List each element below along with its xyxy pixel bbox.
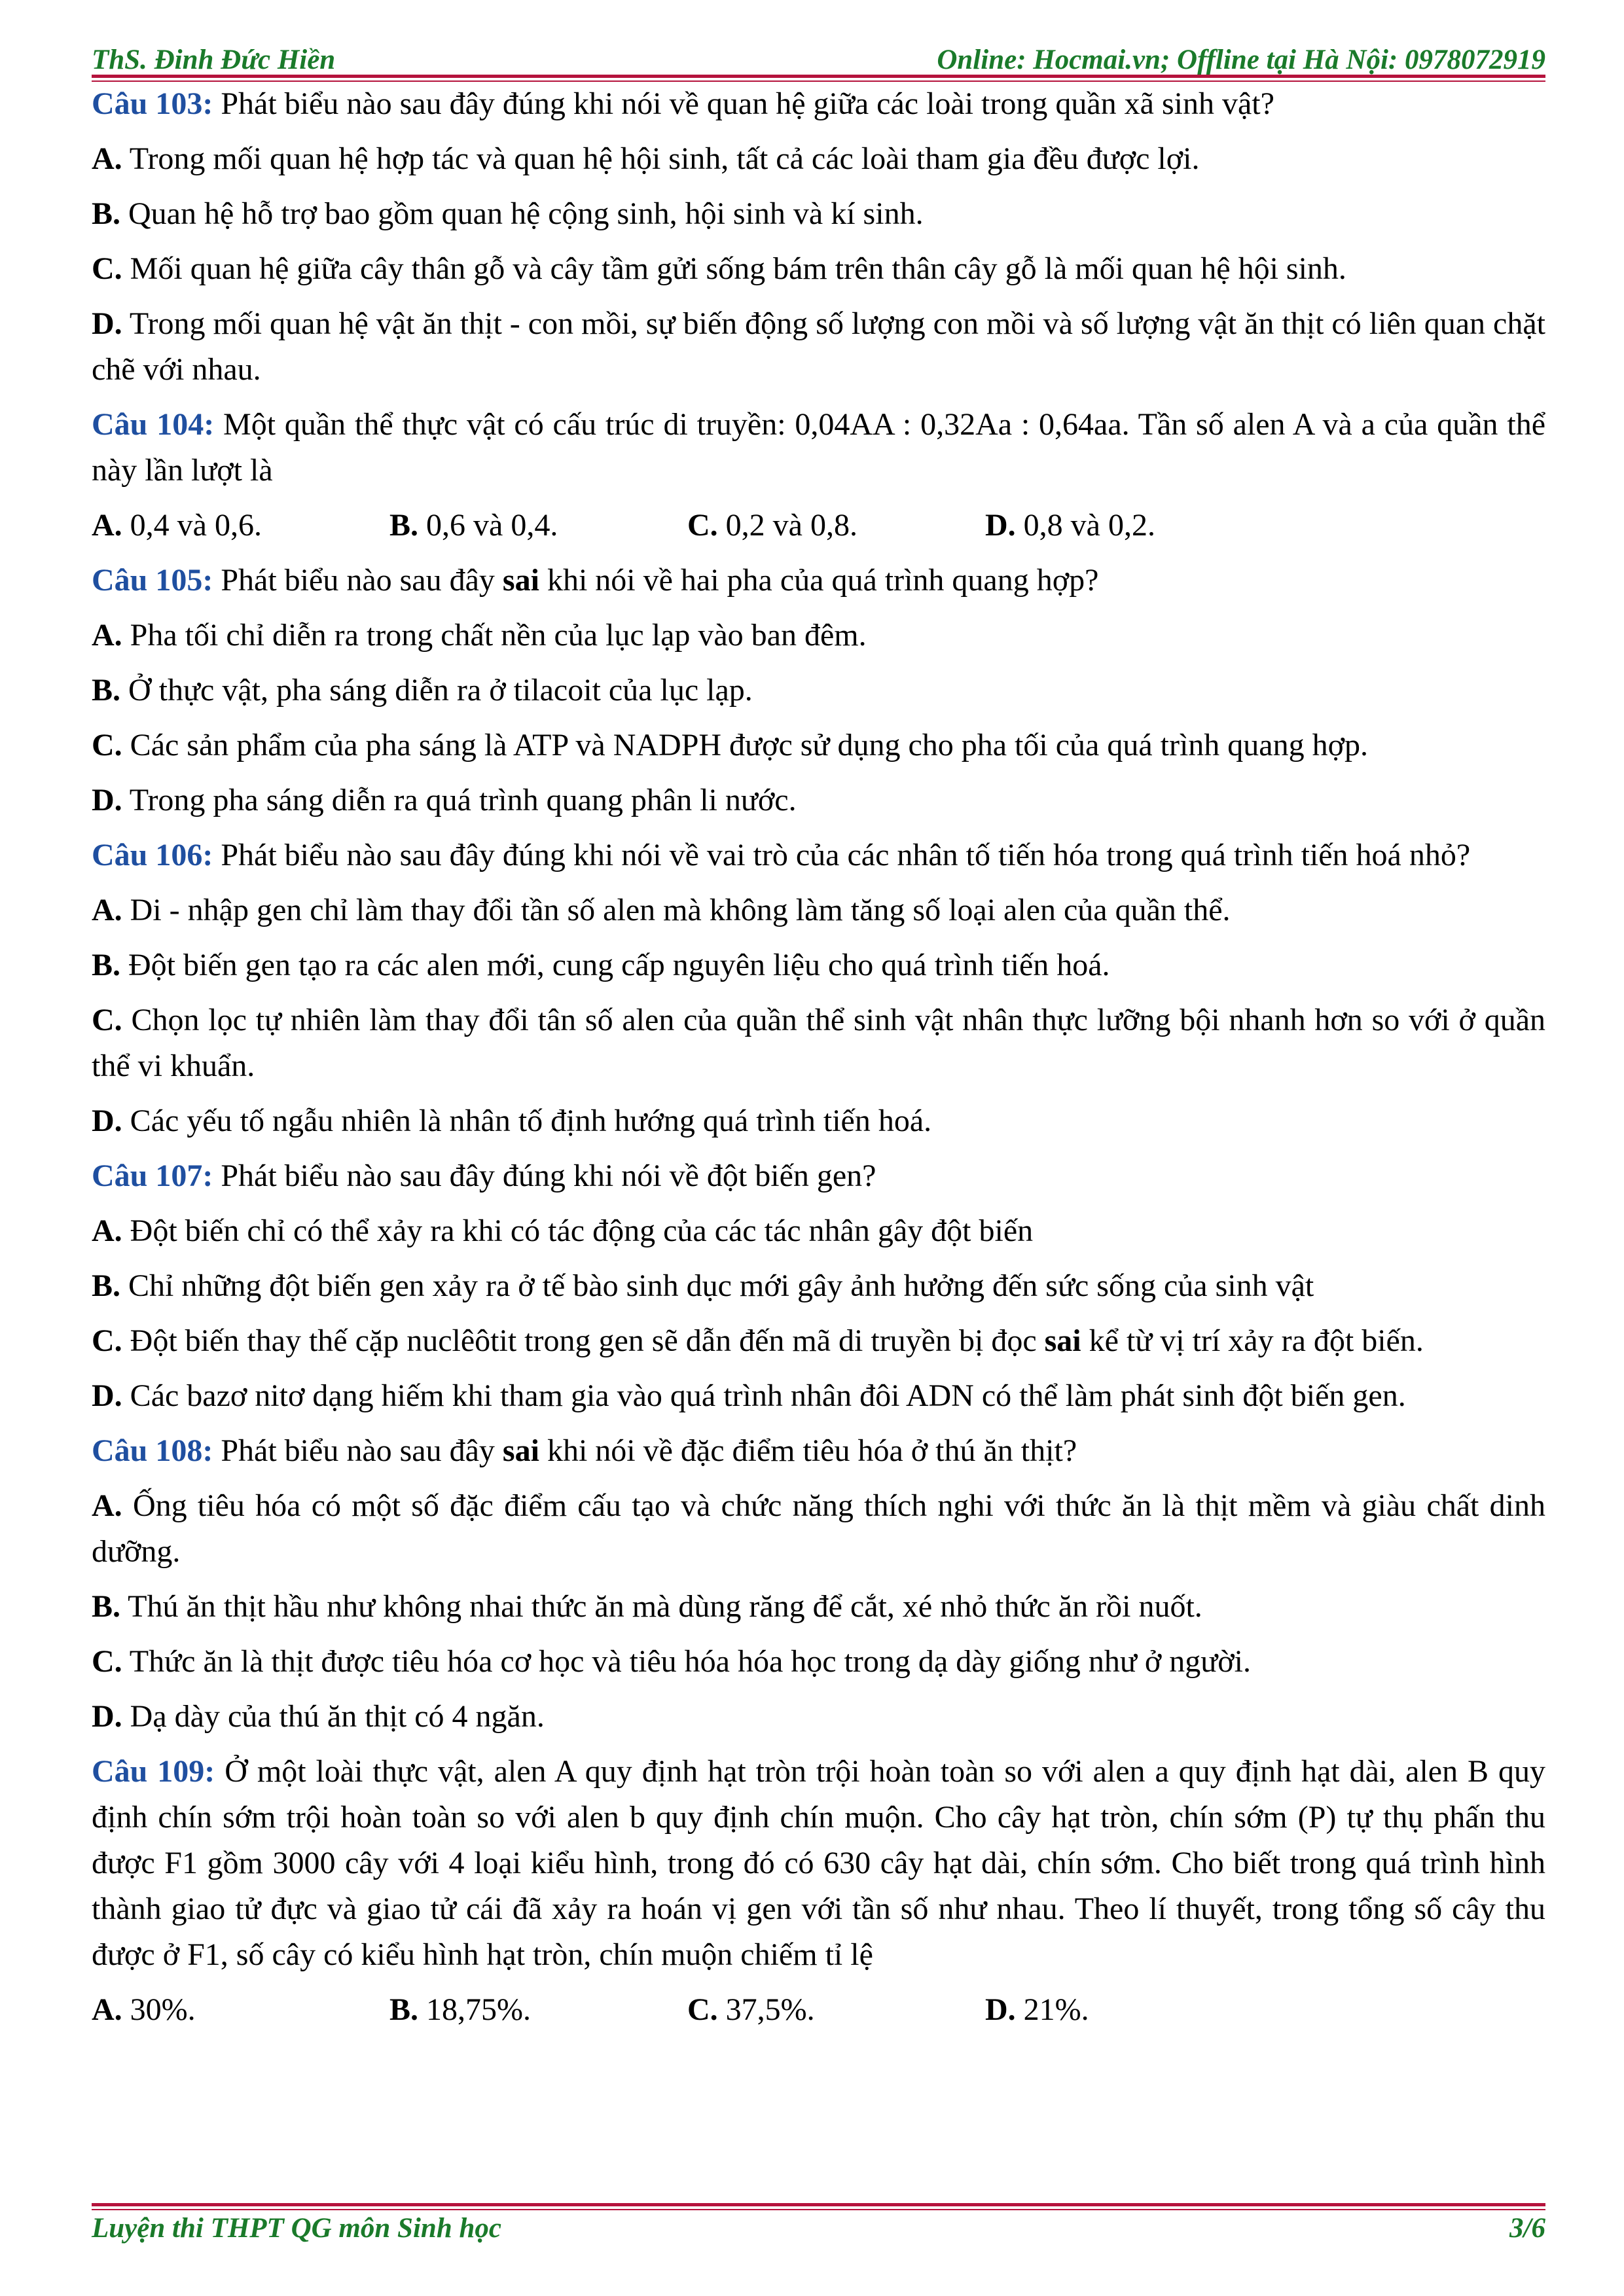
option-d [92,1694,1545,1740]
question-stem: Ở một loài thực vật, alen A quy định hạt tròn trội hoàn toàn so với alen a quy định hạt dài, alen B quy định chín sớm trội hoàn toàn so với alen b quy định chín muộn. Cho cây hạt tròn, chín sớm (P) tự thụ phấn thu được F1 gồm 3000 cây với 4 loại kiểu hình, trong đó có 630 cây hạt dài, chín sớm. Cho biết trong quá trình hình thành giao tử đực và giao tử cái đã xảy ra hoán vị gen với tần số như nhau. Theo lí thuyết, trong tổng số cây thu được ở F1, số cây có kiểu hình hạt tròn, chín muộn chiếm tỉ lệ [92,1754,1546,1972]
option-key: A. [92,1213,122,1248]
option-text: Chỉ những đột biến gen xảy ra ở tế bào sinh dục mới gây ảnh hưởng đến sức sống của sinh vật [120,1268,1314,1303]
question-104 [92,402,1545,493]
option-key: D. [92,783,122,817]
question-number: Câu 107: [92,1158,213,1193]
question-number: Câu 106: [92,838,213,872]
option-text: 21%. [1015,1992,1089,2027]
options-row [92,1987,1545,2033]
emphasis-word: sai [502,1433,539,1468]
option-key: A. [92,1992,122,2027]
option-b [92,942,1545,988]
page-number: 3/6 [1509,2213,1545,2244]
option-key: C. [92,1003,122,1037]
option-key: A. [92,141,122,176]
option-text-cont: kể từ vị trí xảy ra đột biến. [1081,1323,1424,1358]
option-c [92,1318,1545,1364]
option-key: A. [92,508,122,543]
question-stem: Một quần thể thực vật có cấu trúc di truyền: 0,04AA : 0,32Aa : 0,64aa. Tần số alen A và a của quần thể này lần lượt là [92,407,1546,488]
option-text: 0,6 và 0,4. [418,508,558,543]
option-a [92,503,389,548]
option-text: Các bazơ nitơ dạng hiếm khi tham gia vào quá trình nhân đôi ADN có thể làm phát sinh đột biến gen. [122,1378,1406,1413]
option-key: B. [92,948,121,982]
option-key: C. [92,728,122,762]
question-106 [92,833,1545,878]
question-103 [92,81,1545,127]
option-key: D. [92,1699,122,1734]
option-key: C. [92,1323,122,1358]
option-text: 37,5%. [717,1992,815,2027]
options-row [92,503,1545,548]
option-key: B. [92,1589,121,1624]
option-text: Ống tiêu hóa có một số đặc điểm cấu tạo và chức năng thích nghi với thức ăn là thịt mềm và giàu chất dinh dưỡng. [92,1488,1545,1569]
option-text: Trong pha sáng diễn ra quá trình quang phân li nước. [122,783,797,817]
question-105 [92,558,1545,603]
option-key: B. [92,196,121,231]
option-key: B. [92,673,121,708]
option-key: B. [92,1268,121,1303]
question-number: Câu 108: [92,1433,213,1468]
course-name: Luyện thi THPT QG môn Sinh học [92,2213,501,2244]
option-key: A. [92,893,122,927]
question-108 [92,1428,1545,1474]
option-a [92,1987,389,2033]
option-b [92,668,1545,713]
option-b [389,503,687,548]
option-d [92,1373,1545,1419]
question-stem-cont: khi nói về đặc điểm tiêu hóa ở thú ăn thịt? [539,1433,1077,1468]
emphasis-word: sai [1044,1323,1081,1358]
option-text: Thức ăn là thịt được tiêu hóa cơ học và tiêu hóa hóa học trong dạ dày giống như ở người. [122,1644,1251,1679]
option-c [687,503,985,548]
question-107 [92,1153,1545,1199]
option-key: D. [92,1378,122,1413]
emphasis-word: sai [502,563,539,598]
option-d [985,503,1283,548]
option-c [92,997,1545,1089]
question-stem: Phát biểu nào sau đây đúng khi nói về vai trò của các nhân tố tiến hóa trong quá trình tiến hoá nhỏ? [213,838,1471,872]
question-109 [92,1749,1545,1978]
option-c [92,246,1545,292]
author-name: ThS. Đinh Đức Hiền [92,45,336,75]
option-key: D. [92,306,122,341]
option-text: Ở thực vật, pha sáng diễn ra ở tilacoit của lục lạp. [120,673,753,708]
option-key: C. [92,251,122,286]
option-a [92,888,1545,933]
question-number: Câu 103: [92,86,213,121]
question-number: Câu 104: [92,407,215,442]
question-list [92,81,1545,2042]
option-text: Di - nhập gen chỉ làm thay đổi tần số alen mà không làm tăng số loại alen của quần thể. [122,893,1231,927]
option-key: C. [687,508,718,543]
option-text: Trong mối quan hệ vật ăn thịt - con mồi, sự biến động số lượng con mồi và số lượng vật ăn thịt có liên quan chặt chẽ với nhau. [92,306,1545,387]
page-footer [92,2212,1545,2251]
option-text: Trong mối quan hệ hợp tác và quan hệ hội sinh, tất cả các loài tham gia đều được lợi. [122,141,1200,176]
option-text: 30%. [122,1992,196,2027]
option-key: A. [92,618,122,653]
option-text: Các sản phẩm của pha sáng là ATP và NADPH được sử dụng cho pha tối của quá trình quang hợp. [122,728,1368,762]
option-c [92,723,1545,768]
option-b [389,1987,687,2033]
option-text: Mối quan hệ giữa cây thân gỗ và cây tầm gửi sống bám trên thân cây gỗ là mối quan hệ hội sinh. [122,251,1346,286]
option-text: Các yếu tố ngẫu nhiên là nhân tố định hướng quá trình tiến hoá. [122,1103,932,1138]
option-text: 0,2 và 0,8. [717,508,857,543]
option-text: Pha tối chỉ diễn ra trong chất nền của lục lạp vào ban đêm. [122,618,867,653]
question-stem: Phát biểu nào sau đây đúng khi nói về đột biến gen? [213,1158,876,1193]
option-b [92,1263,1545,1309]
option-key: D. [985,1992,1016,2027]
option-text: Đột biến chỉ có thể xảy ra khi có tác động của các tác nhân gây đột biến [122,1213,1034,1248]
option-text: 0,4 và 0,6. [122,508,262,543]
option-key: C. [92,1644,122,1679]
question-stem: Phát biểu nào sau đây đúng khi nói về quan hệ giữa các loài trong quần xã sinh vật? [213,86,1274,121]
option-b [92,191,1545,237]
question-stem: Phát biểu nào sau đây [213,1433,503,1468]
option-key: A. [92,1488,122,1523]
option-text: Đột biến thay thế cặp nuclêôtit trong gen sẽ dẫn đến mã di truyền bị đọc [122,1323,1045,1358]
contact-info: Online: Hocmai.vn; Offline tại Hà Nội: 0978072919 [937,45,1545,75]
option-text: 18,75%. [418,1992,531,2027]
question-number: Câu 105: [92,563,213,598]
option-text: Quan hệ hỗ trợ bao gồm quan hệ cộng sinh, hội sinh và kí sinh. [120,196,924,231]
option-c [92,1639,1545,1685]
option-key: D. [985,508,1016,543]
option-key: D. [92,1103,122,1138]
option-a [92,1208,1545,1254]
option-key: B. [389,1992,419,2027]
option-text: Dạ dày của thú ăn thịt có 4 ngăn. [122,1699,545,1734]
page-header [92,37,1545,76]
option-key: C. [687,1992,718,2027]
option-a [92,613,1545,658]
question-number: Câu 109: [92,1754,215,1789]
option-key: B. [389,508,419,543]
option-text: 0,8 và 0,2. [1015,508,1155,543]
option-d [985,1987,1283,2033]
option-text: Thú ăn thịt hầu như không nhai thức ăn mà dùng răng để cắt, xé nhỏ thức ăn rồi nuốt. [120,1589,1202,1624]
option-b [92,1584,1545,1630]
option-c [687,1987,985,2033]
option-d [92,778,1545,823]
question-stem-cont: khi nói về hai pha của quá trình quang hợp? [539,563,1099,598]
question-stem: Phát biểu nào sau đây [213,563,503,598]
option-text: Chọn lọc tự nhiên làm thay đổi tân số alen của quần thể sinh vật nhân thực lưỡng bội nhanh hơn so với ở quần thể vi khuẩn. [92,1003,1545,1083]
option-d [92,301,1545,393]
option-d [92,1098,1545,1144]
option-text: Đột biến gen tạo ra các alen mới, cung cấp nguyên liệu cho quá trình tiến hoá. [120,948,1110,982]
option-a [92,1483,1545,1575]
option-a [92,136,1545,182]
footer-divider [92,2203,1545,2210]
